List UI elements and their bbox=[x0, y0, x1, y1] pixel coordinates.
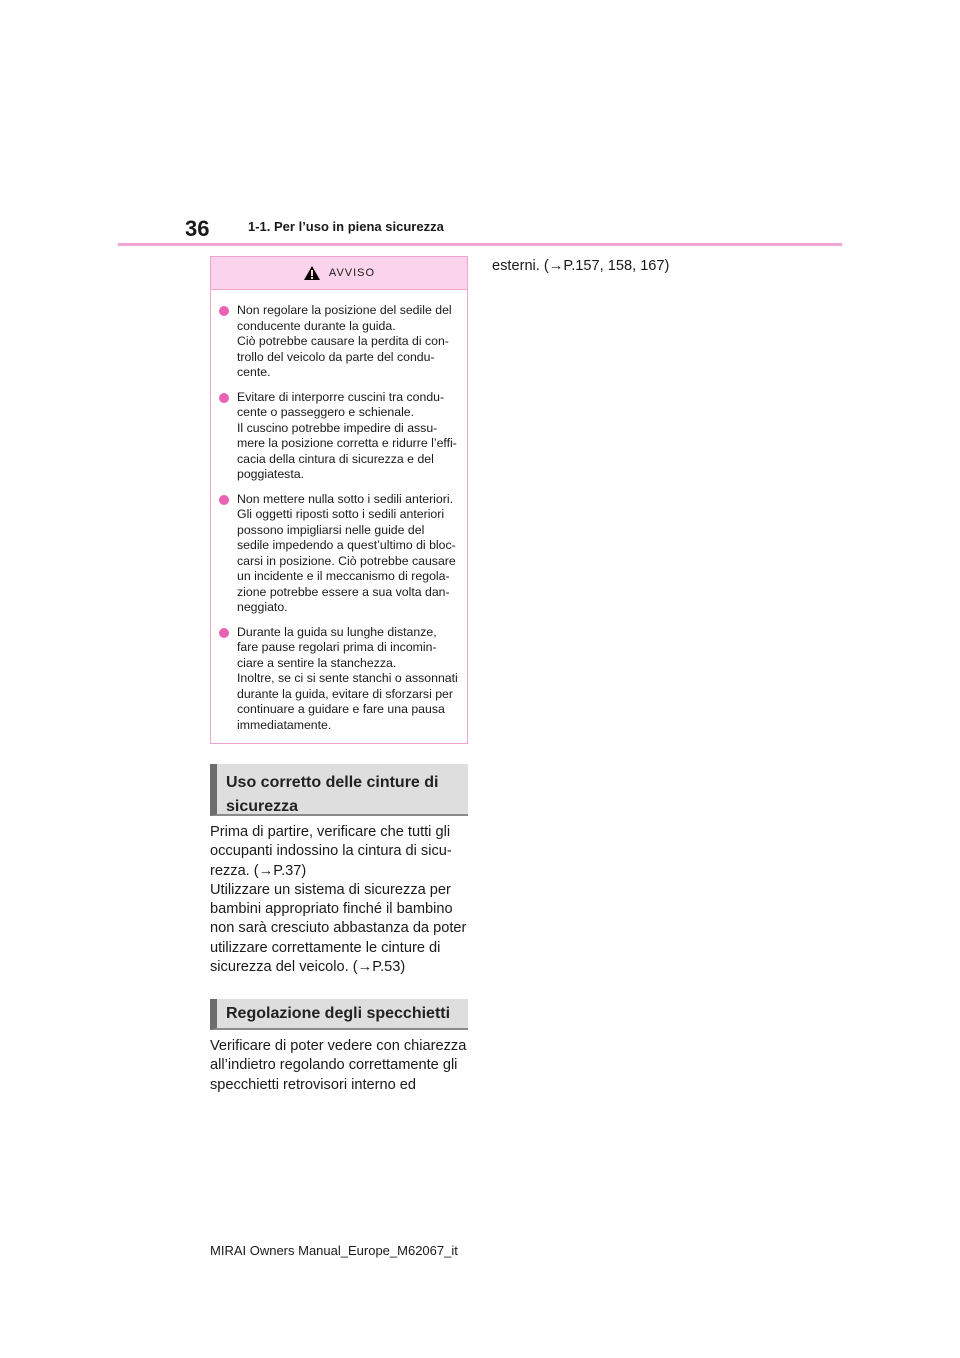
warning-line: Non regolare la posizione del sedile del bbox=[237, 303, 452, 317]
bullet-icon bbox=[219, 306, 229, 316]
heading-line: Regolazione degli specchietti bbox=[226, 1005, 451, 1022]
bullet-icon bbox=[219, 495, 229, 505]
warning-triangle-icon bbox=[303, 265, 321, 281]
warning-line: Inoltre, se ci si sente stanchi o assonnati bbox=[237, 671, 458, 685]
body-line: Utilizzare un sistema di sicurezza per bbox=[210, 881, 451, 898]
warning-header bbox=[211, 257, 467, 290]
warning-line: durante la guida, evitare di sforzarsi per bbox=[237, 686, 453, 701]
bullet-icon bbox=[219, 628, 229, 638]
warning-line: continuare a guidare e fare una pausa bbox=[237, 702, 445, 716]
warning-line: immediatamente. bbox=[237, 717, 332, 732]
warning-title: AVVISO bbox=[328, 267, 376, 279]
warning-line: trollo del veicolo da parte del condu- bbox=[237, 349, 435, 364]
header-divider bbox=[118, 243, 842, 246]
warning-item bbox=[219, 303, 457, 381]
section-title: 1-1. Per l’uso in piena sicurezza bbox=[248, 219, 444, 234]
body-line: utilizzare correttamente le cinture di bbox=[210, 939, 441, 956]
body-line: rezza. (→P.37) bbox=[210, 862, 307, 879]
body-line: occupanti indossino la cintura di sicu- bbox=[210, 843, 452, 860]
warning-line: Durante la guida su lunghe distanze, bbox=[237, 624, 437, 639]
warning-list bbox=[211, 290, 467, 733]
page-number: 36 bbox=[185, 216, 210, 241]
footer-text: MIRAI Owners Manual_Europe_M62067_it bbox=[210, 1243, 458, 1258]
warning-line: poggiatesta. bbox=[237, 467, 305, 481]
warning-line: un incidente e il meccanismo di regola- bbox=[237, 569, 450, 583]
warning-line: Ciò potrebbe causare la perdita di con- bbox=[237, 334, 449, 348]
warning-line: conducente durante la guida. bbox=[237, 318, 396, 333]
warning-line: Non mettere nulla sotto i sedili anteriori. bbox=[237, 491, 453, 506]
warning-line: Gli oggetti riposti sotto i sedili anteriori bbox=[237, 507, 445, 521]
warning-line: cente o passeggero e schienale. bbox=[237, 405, 415, 419]
warning-line: sedile impedendo a quest’ultimo di bloc- bbox=[237, 538, 456, 552]
warning-line: mere la posizione corretta e ridurre l’effi- bbox=[237, 436, 457, 450]
right-column-text bbox=[492, 257, 669, 276]
warning-item bbox=[219, 390, 457, 483]
warning-line: neggiato. bbox=[237, 600, 288, 614]
warning-line: possono impigliarsi nelle guide del bbox=[237, 522, 425, 537]
body-line: specchietti retrovisori interno ed bbox=[210, 1076, 417, 1093]
warning-line: carsi in posizione. Ciò potrebbe causare bbox=[237, 553, 456, 568]
warning-line: zione potrebbe essere a sua volta dan- bbox=[237, 584, 450, 599]
warning-box bbox=[210, 256, 468, 744]
warning-line: fare pause regolari prima di incomin- bbox=[237, 640, 437, 654]
heading-mirrors bbox=[210, 999, 468, 1030]
warning-line: cacia della cintura di sicurezza e del bbox=[237, 451, 434, 466]
body-line: sicurezza del veicolo. (→P.53) bbox=[210, 959, 406, 976]
mirrors-body bbox=[210, 1037, 466, 1095]
heading-line: Uso corretto delle cinture di bbox=[226, 774, 439, 791]
seatbelts-body bbox=[210, 823, 466, 977]
bullet-icon bbox=[219, 393, 229, 403]
heading-seatbelts bbox=[210, 764, 468, 816]
warning-line: Il cuscino potrebbe impedire di assu- bbox=[237, 420, 438, 435]
body-line: non sarà cresciuto abbastanza da poter bbox=[210, 920, 467, 937]
warning-line: ciare a sentire la stanchezza. bbox=[237, 655, 397, 670]
warning-item bbox=[219, 492, 457, 616]
body-line: bambini appropriato finché il bambino bbox=[210, 901, 453, 918]
warning-item bbox=[219, 625, 457, 734]
body-line: esterni. (→P.157, 158, 167) bbox=[492, 258, 670, 274]
body-line: Verificare di poter vedere con chiarezza bbox=[210, 1038, 467, 1054]
warning-line: Evitare di interporre cuscini tra condu- bbox=[237, 389, 445, 404]
body-line: Prima di partire, verificare che tutti gli bbox=[210, 824, 451, 840]
warning-line: cente. bbox=[237, 365, 271, 379]
body-line: all’indietro regolando correttamente gli bbox=[210, 1057, 458, 1074]
heading-line: sicurezza bbox=[226, 798, 299, 815]
